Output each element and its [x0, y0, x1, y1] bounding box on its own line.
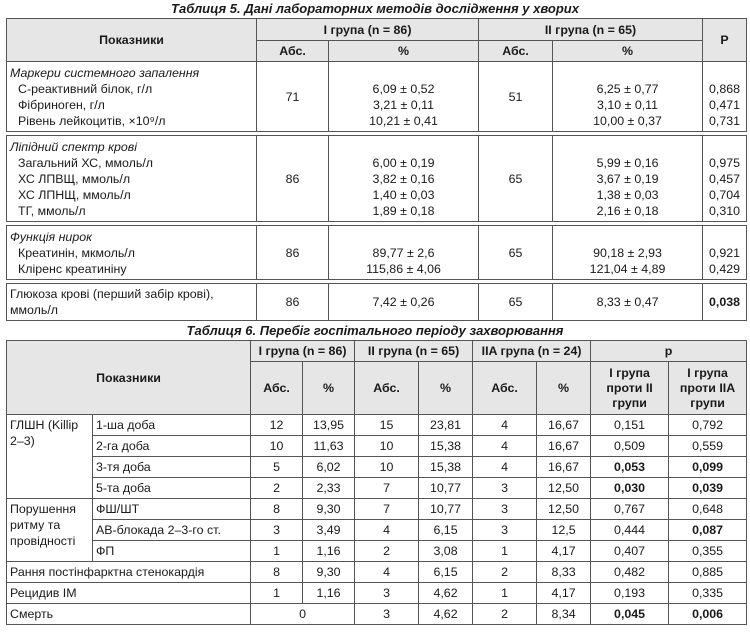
- p-i-vs-iia: 0,039: [669, 478, 747, 499]
- group1-values: [329, 62, 479, 132]
- group2-value: 8,33 ± 0,47: [553, 284, 703, 321]
- table-row: [7, 562, 747, 583]
- p-i-vs-ii: 0,193: [591, 583, 669, 604]
- group2-abs: 15: [355, 415, 419, 436]
- group1-value: 3,82 ± 0,16: [372, 171, 435, 186]
- group2a-pct: 12,50: [537, 499, 591, 520]
- section-title: Порушення ритму та провідності: [7, 499, 93, 562]
- indicator-label: С-реактивний білок, г/л: [18, 82, 153, 96]
- group2a-pct: 4,17: [537, 541, 591, 562]
- indicator-label: Креатинін, мкмоль/л: [18, 246, 135, 260]
- group2-abs: 65: [479, 284, 553, 321]
- group1-pct: 1,16: [303, 583, 355, 604]
- p-header: P: [703, 19, 747, 62]
- p-i-vs-iia: 0,335: [669, 583, 747, 604]
- indicator-group: [7, 136, 257, 222]
- p-values: [703, 226, 747, 280]
- group1-value: 6,00 ± 0,19: [372, 155, 435, 170]
- group2a-abs: 3: [473, 520, 537, 541]
- group1-abs: 8: [251, 562, 303, 583]
- indicator-label: Загальний ХС, ммоль/л: [18, 156, 154, 170]
- group1-abs: 2: [251, 478, 303, 499]
- group2a-abs: 2: [473, 562, 537, 583]
- group2-abs: 10: [355, 436, 419, 457]
- p-value: 0,731: [709, 113, 741, 128]
- group2a-abs: 3: [473, 499, 537, 520]
- row-label: 3-тя доба: [93, 457, 251, 478]
- table6: [6, 340, 747, 625]
- group2-values: [553, 226, 703, 280]
- row-label: 5-та доба: [93, 478, 251, 499]
- p-value: 0,921: [709, 245, 741, 260]
- group2a-pct: 12,5: [537, 520, 591, 541]
- group2-value: 2,16 ± 0,18: [596, 203, 659, 218]
- p-i-vs-iia: 0,559: [669, 436, 747, 457]
- indicator-label: ХС ЛПВЩ, ммоль/л: [18, 172, 131, 186]
- row-label: 1-ша доба: [93, 415, 251, 436]
- group2-abs: 65: [479, 226, 553, 280]
- group1-abs: 10: [251, 436, 303, 457]
- row-label: ФП: [93, 541, 251, 562]
- group1-pct: 9,30: [303, 562, 355, 583]
- group2a-pct: 8,34: [537, 604, 591, 625]
- indicator-label: ТГ, ммоль/л: [18, 204, 86, 218]
- group2-values: [553, 136, 703, 222]
- group2-pct: 3,08: [419, 541, 473, 562]
- group1-merged: 0: [251, 604, 355, 625]
- p-i-vs-ii: 0,767: [591, 499, 669, 520]
- group1-header: I група (n = 86): [251, 341, 355, 362]
- pct-header: %: [303, 362, 355, 415]
- group1-abs: 12: [251, 415, 303, 436]
- group1-abs: 71: [257, 62, 329, 132]
- p-i-vs-iia: 0,648: [669, 499, 747, 520]
- p-i-vs-ii: 0,053: [591, 457, 669, 478]
- indicator-group: [7, 226, 257, 280]
- group1-value: 7,42 ± 0,26: [329, 284, 479, 321]
- group2a-abs: 4: [473, 415, 537, 436]
- row-label: Смерть: [7, 604, 251, 625]
- group2a-abs: 4: [473, 457, 537, 478]
- group2-value: 5,99 ± 0,16: [596, 155, 659, 170]
- abs-header: Абс.: [355, 362, 419, 415]
- group1-header: I група (n = 86): [257, 19, 479, 41]
- table-row: [7, 415, 747, 436]
- group2a-abs: 4: [473, 436, 537, 457]
- indicator-label: Рівень лейкоцитів, ×10⁹/л: [18, 114, 166, 128]
- group2-abs: 65: [479, 136, 553, 222]
- group2a-abs: 3: [473, 478, 537, 499]
- p-i-vs-iia: 0,355: [669, 541, 747, 562]
- p-value: 0,704: [709, 187, 741, 202]
- group2-value: 3,10 ± 0,11: [597, 97, 659, 112]
- p-i-vs-ii: 0,407: [591, 541, 669, 562]
- group2-abs: 4: [355, 562, 419, 583]
- table-row: [7, 457, 747, 478]
- group1-pct: 11,63: [303, 436, 355, 457]
- p-value: 0,868: [709, 81, 741, 96]
- group1-abs: 86: [257, 226, 329, 280]
- group1-value: 1,40 ± 0,03: [372, 187, 435, 202]
- p-i-vs-iia-header: I група проти IIA групи: [669, 362, 747, 415]
- p-value: 0,429: [709, 261, 741, 276]
- table6-caption: Таблиця 6. Перебіг госпітального періоду захворювання: [186, 323, 564, 338]
- group2a-pct: 12,50: [537, 478, 591, 499]
- p-i-vs-ii: 0,482: [591, 562, 669, 583]
- group2-pct: 4,62: [419, 604, 473, 625]
- row-label: 2-га доба: [93, 436, 251, 457]
- group2-header: II група (n = 65): [355, 341, 473, 362]
- abs-header: Абс.: [479, 41, 553, 62]
- group2-value: 3,67 ± 0,19: [596, 171, 659, 186]
- table-row: [7, 478, 747, 499]
- indicator-label: Фібриноген, г/л: [18, 98, 105, 112]
- group2-pct: 15,38: [419, 457, 473, 478]
- row-label: АВ-блокада 2–3-го ст.: [93, 520, 251, 541]
- p-i-vs-ii: 0,030: [591, 478, 669, 499]
- row-label: ФШ/ШТ: [93, 499, 251, 520]
- group2-abs: 4: [355, 520, 419, 541]
- indicator-label: ХС ЛПНЩ, ммоль/л: [18, 188, 131, 202]
- p-values: [703, 62, 747, 132]
- group1-value: 115,86 ± 4,06: [366, 261, 441, 276]
- table-row: [7, 520, 747, 541]
- p-i-vs-iia: 0,099: [669, 457, 747, 478]
- row-label: Рання постінфарктна стенокардія: [7, 562, 251, 583]
- p-i-vs-ii: 0,045: [591, 604, 669, 625]
- group-title: Маркери системного запалення: [10, 66, 200, 80]
- p-i-vs-ii: 0,509: [591, 436, 669, 457]
- group1-abs: 5: [251, 457, 303, 478]
- group2-abs: 2: [355, 541, 419, 562]
- group2-pct: 10,77: [419, 478, 473, 499]
- indicators-header: Показники: [7, 341, 251, 415]
- group1-pct: 2,33: [303, 478, 355, 499]
- p-i-vs-iia: 0,087: [669, 520, 747, 541]
- group2-value: 90,18 ± 2,93: [593, 245, 662, 260]
- group1-abs: 8: [251, 499, 303, 520]
- group2-abs: 51: [479, 62, 553, 132]
- group2-values: [553, 62, 703, 132]
- group2a-pct: 16,67: [537, 457, 591, 478]
- group1-pct: 13,95: [303, 415, 355, 436]
- group2-pct: 4,62: [419, 583, 473, 604]
- indicators-header: Показники: [7, 19, 257, 62]
- group1-abs: 1: [251, 583, 303, 604]
- table-row: [7, 284, 747, 321]
- group2-value: 121,04 ± 4,89: [589, 261, 666, 276]
- p-i-vs-iia: 0,885: [669, 562, 747, 583]
- group-title: Функція нирок: [10, 230, 92, 244]
- p-value: 0,310: [709, 203, 741, 218]
- table5-caption: Таблиця 5. Дані лабораторних методів дослідження у хворих: [171, 1, 579, 16]
- p-i-vs-ii: 0,151: [591, 415, 669, 436]
- pct-header: %: [537, 362, 591, 415]
- group2-abs: 3: [355, 604, 419, 625]
- group2-pct: 23,81: [419, 415, 473, 436]
- group1-pct: 3,49: [303, 520, 355, 541]
- table-row: [7, 226, 747, 280]
- group1-abs: 86: [257, 136, 329, 222]
- abs-header: Абс.: [257, 41, 329, 62]
- section-title: ГЛШН (Killip 2–3): [7, 415, 93, 499]
- group2-value: 10,00 ± 0,37: [593, 113, 662, 128]
- group1-values: [329, 136, 479, 222]
- group1-value: 6,09 ± 0,52: [372, 81, 435, 96]
- p-i-vs-iia: 0,006: [669, 604, 747, 625]
- p-i-vs-ii-header: I група проти II групи: [591, 362, 669, 415]
- group2a-abs: 1: [473, 541, 537, 562]
- row-label: Рецидив ІМ: [7, 583, 251, 604]
- group2a-pct: 16,67: [537, 415, 591, 436]
- pct-header: %: [329, 41, 479, 62]
- p-i-vs-ii: 0,444: [591, 520, 669, 541]
- group1-value: 1,89 ± 0,18: [372, 203, 435, 218]
- group2-value: 1,38 ± 0,03: [596, 187, 659, 202]
- group2a-header: IIA група (n = 24): [473, 341, 591, 362]
- group2a-abs: 2: [473, 604, 537, 625]
- group1-value: 89,77 ± 2,6: [372, 245, 435, 260]
- p-header: p: [591, 341, 747, 362]
- p-value: 0,038: [703, 284, 747, 321]
- p-value: 0,471: [709, 97, 741, 112]
- group-title: Ліпідний спектр крові: [10, 140, 137, 154]
- group1-abs: 1: [251, 541, 303, 562]
- indicator-group: [7, 62, 257, 132]
- group2a-abs: 1: [473, 583, 537, 604]
- group2-abs: 7: [355, 478, 419, 499]
- group2-value: 6,25 ± 0,77: [596, 81, 659, 96]
- glucose-label: Глюкоза крові (перший забір крові), ммоль/л: [7, 284, 257, 321]
- table-row: [7, 62, 747, 132]
- p-value: 0,975: [709, 155, 741, 170]
- pct-header: %: [419, 362, 473, 415]
- table-row: [7, 604, 747, 625]
- group2-abs: 3: [355, 583, 419, 604]
- group2a-pct: 16,67: [537, 436, 591, 457]
- group1-values: [329, 226, 479, 280]
- p-i-vs-iia: 0,792: [669, 415, 747, 436]
- group1-value: 3,21 ± 0,11: [373, 97, 434, 112]
- group2-abs: 10: [355, 457, 419, 478]
- table-row: [7, 499, 747, 520]
- abs-header: Абс.: [251, 362, 303, 415]
- group2-pct: 10,77: [419, 499, 473, 520]
- table5: [6, 18, 747, 321]
- group2-pct: 15,38: [419, 436, 473, 457]
- group2-pct: 6,15: [419, 562, 473, 583]
- group2-pct: 6,15: [419, 520, 473, 541]
- group2-header: II група (n = 65): [479, 19, 703, 41]
- group1-pct: 9,30: [303, 499, 355, 520]
- table-row: [7, 136, 747, 222]
- indicator-label: Кліренс креатиніну: [18, 262, 127, 276]
- table-row: [7, 583, 747, 604]
- group1-abs: 86: [257, 284, 329, 321]
- group1-abs: 3: [251, 520, 303, 541]
- group2a-pct: 4,17: [537, 583, 591, 604]
- group2-abs: 7: [355, 499, 419, 520]
- table-row: [7, 541, 747, 562]
- p-value: 0,457: [709, 171, 741, 186]
- pct-header: %: [553, 41, 703, 62]
- group1-pct: 1,16: [303, 541, 355, 562]
- group1-pct: 6,02: [303, 457, 355, 478]
- abs-header: Абс.: [473, 362, 537, 415]
- p-values: [703, 136, 747, 222]
- group1-value: 10,21 ± 0,41: [369, 113, 438, 128]
- group2a-pct: 8,33: [537, 562, 591, 583]
- table-row: [7, 436, 747, 457]
